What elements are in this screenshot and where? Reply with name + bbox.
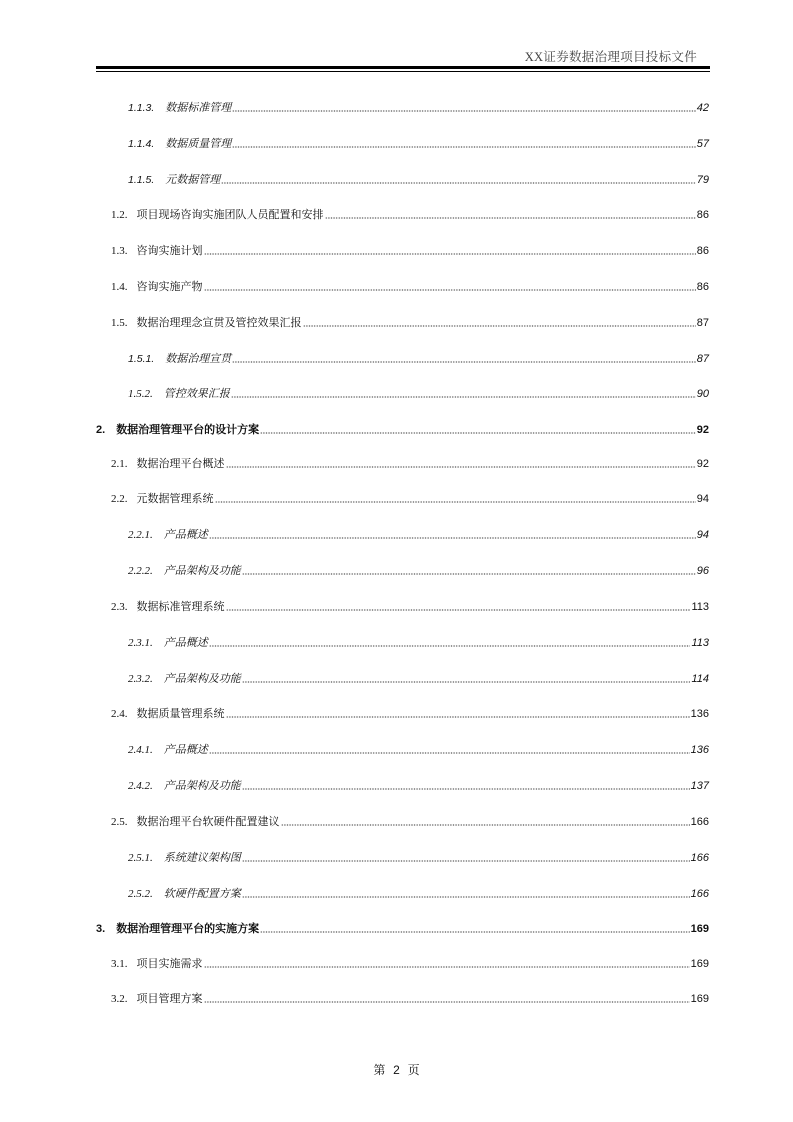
toc-entry-page: 166 [690,888,709,900]
toc-entry-page: 90 [696,388,709,400]
toc-entry-number: 2.1. [111,458,128,470]
dot-leader [204,965,690,969]
toc-entry-page: 96 [696,565,709,577]
dot-leader [325,216,696,220]
toc-entry-title: 数据治理平台概述 [136,457,225,470]
toc-entry-title: 元数据管理系统 [136,492,214,505]
toc-entry-1-1-5[interactable] [128,171,709,189]
toc-entry-title: 产品概述 [163,636,208,649]
toc-entry-number: 2.4.1. [128,744,153,756]
toc-entry-number: 1.3. [111,245,128,257]
toc-entry-2-2-1[interactable] [128,526,709,544]
dot-leader [209,644,691,648]
toc-entry-1-4[interactable] [111,278,709,296]
dot-leader [232,360,695,364]
toc-entry-number: 2.5.2. [128,888,153,900]
toc-entry-number: 2.5.1. [128,852,153,864]
toc-entry-number: 1.5.2. [128,388,153,400]
toc-entry-2-5-2[interactable] [128,885,709,903]
toc-entry-number: 1.1.3. [128,102,155,114]
toc-entry-page: 137 [690,780,709,792]
toc-entry-title: 咨询实施产物 [136,280,203,293]
toc-entry-page: 79 [696,174,709,186]
toc-entry-1-3[interactable] [111,242,709,260]
toc-entry-title: 管控效果汇报 [163,387,230,400]
toc-entry-page: 113 [691,637,709,649]
toc-entry-title: 数据质量管理 [165,137,232,150]
toc-entry-number: 2.3. [111,601,128,613]
toc-entry-number: 2.3.1. [128,637,153,649]
toc-entry-title: 咨询实施计划 [136,244,203,257]
toc-entry-number: 2. [96,424,106,436]
toc-entry-title: 软硬件配置方案 [163,887,241,900]
toc-entry-2-5-1[interactable] [128,849,709,867]
toc-entry-title: 数据治理管理平台的设计方案 [116,423,260,436]
toc-entry-number: 2.4. [111,708,128,720]
dot-leader [226,715,690,719]
toc-entry-number: 1.2. [111,209,128,221]
toc-entry-number: 1.4. [111,281,128,293]
toc-entry-number: 2.3.2. [128,673,153,685]
toc-entry-number: 2.2.1. [128,529,153,541]
toc-entry-2-4[interactable] [111,705,709,723]
toc-entry-1-5-1[interactable] [128,350,709,368]
toc-entry-2-3[interactable] [111,598,709,616]
toc-entry-title: 项目现场咨询实施团队人员配置和安排 [136,208,324,221]
toc-entry-page: 42 [696,102,709,114]
toc-entry-2[interactable] [96,421,709,439]
toc-entry-title: 项目实施需求 [136,957,203,970]
dot-leader [232,145,695,149]
toc-entry-page: 166 [690,816,709,828]
toc-entry-title: 数据质量管理系统 [136,707,225,720]
toc-entry-number: 2.2. [111,493,128,505]
toc-entry-title: 系统建议架构图 [163,851,241,864]
toc-entry-page: 166 [690,852,709,864]
dot-leader [221,181,695,185]
toc-entry-title: 元数据管理 [165,173,221,186]
toc-entry-3-2[interactable] [111,990,709,1008]
footer-page-number: 2 [393,1063,400,1077]
toc-entry-2-2-2[interactable] [128,562,709,580]
toc-entry-page: 169 [690,958,709,970]
toc-entry-2-4-2[interactable] [128,777,709,795]
toc-entry-page: 92 [696,458,709,470]
toc-entry-title: 产品架构及功能 [163,779,241,792]
toc-entry-number: 1.5. [111,317,128,329]
toc-entry-number: 2.4.2. [128,780,153,792]
toc-entry-page: 94 [696,493,709,505]
toc-entry-title: 产品概述 [163,743,208,756]
document-header-title: XX证券数据治理项目投标文件 [524,50,697,64]
toc-entry-title: 数据标准管理系统 [136,600,225,613]
toc-entry-title: 数据治理宣贯 [165,352,232,365]
toc-entry-number: 1.1.5. [128,174,155,186]
toc-entry-page: 169 [690,923,709,935]
toc-entry-title: 数据治理平台软硬件配置建议 [136,815,280,828]
toc-entry-2-1[interactable] [111,455,709,473]
dot-leader [204,252,696,256]
dot-leader [232,109,695,113]
page-footer [0,1061,793,1078]
toc-entry-3[interactable] [96,920,709,938]
toc-entry-number: 1.1.4. [128,138,155,150]
toc-entry-number: 2.5. [111,816,128,828]
toc-entry-title: 产品架构及功能 [163,672,241,685]
toc-entry-1-2[interactable] [111,206,709,224]
toc-entry-1-1-4[interactable] [128,135,709,153]
dot-leader [242,572,696,576]
toc-entry-2-3-2[interactable] [128,670,709,688]
toc-entry-page: 87 [696,353,709,365]
toc-entry-2-4-1[interactable] [128,741,709,759]
dot-leader [242,680,691,684]
toc-entry-title: 产品架构及功能 [163,564,241,577]
toc-entry-page: 94 [696,529,709,541]
toc-entry-number: 1.5.1. [128,353,155,365]
dot-leader [231,395,696,399]
toc-entry-number: 3. [96,923,106,935]
toc-entry-page: 87 [696,317,709,329]
toc-entry-page: 113 [691,601,709,613]
dot-leader [215,500,696,504]
toc-entry-title: 数据治理理念宣贯及管控效果汇报 [136,316,302,329]
toc-entry-title: 数据治理管理平台的实施方案 [116,922,260,935]
dot-leader [260,930,689,934]
dot-leader [242,895,690,899]
dot-leader [204,288,696,292]
toc-entry-page: 92 [696,424,709,436]
dot-leader [242,859,690,863]
toc-entry-2-2[interactable] [111,490,709,508]
dot-leader [209,751,690,755]
toc-entry-2-3-1[interactable] [128,634,709,652]
toc-entry-number: 3.2. [111,993,128,1005]
toc-entry-1-5[interactable] [111,314,709,332]
footer-prefix: 第 [373,1063,386,1077]
toc-entry-page: 57 [696,138,709,150]
toc-entry-page: 86 [696,209,709,221]
toc-entry-1-1-3[interactable] [128,99,709,117]
toc-entry-page: 136 [690,744,709,756]
dot-leader [226,465,696,469]
dot-leader [242,787,690,791]
toc-entry-number: 2.2.2. [128,565,153,577]
toc-entry-3-1[interactable] [111,955,709,973]
dot-leader [226,608,691,612]
toc-entry-page: 114 [691,673,709,685]
footer-suffix: 页 [407,1063,420,1077]
toc-entry-page: 169 [690,993,709,1005]
dot-leader [281,823,690,827]
dot-leader [303,324,696,328]
toc-entry-page: 86 [696,281,709,293]
toc-entry-title: 数据标准管理 [165,101,232,114]
toc-entry-title: 产品概述 [163,528,208,541]
toc-entry-2-5[interactable] [111,813,709,831]
dot-leader [260,431,696,435]
dot-leader [204,1000,690,1004]
toc-entry-1-5-2[interactable] [128,385,709,403]
dot-leader [209,536,696,540]
toc-entry-number: 3.1. [111,958,128,970]
toc-entry-page: 136 [690,708,709,720]
toc-entry-title: 项目管理方案 [136,992,203,1005]
toc-entry-page: 86 [696,245,709,257]
